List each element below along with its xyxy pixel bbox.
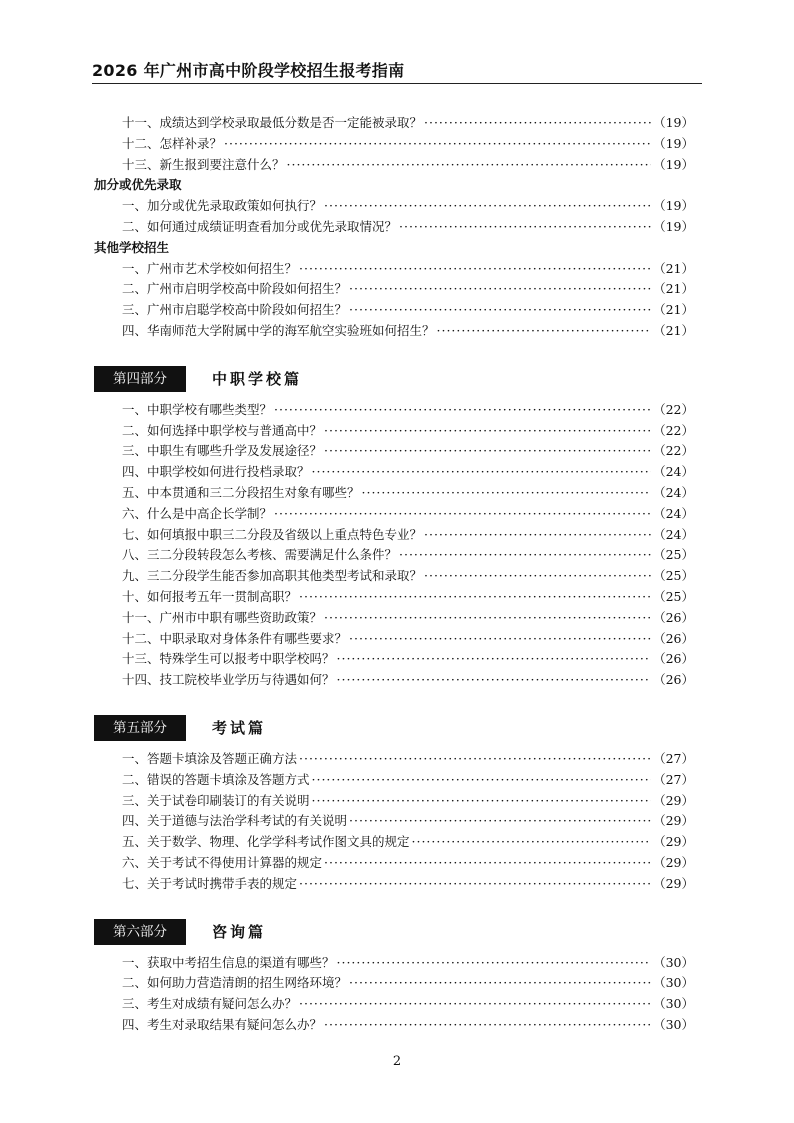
toc-entry-title: 二、如何助力营造清朗的招生网络环境？ xyxy=(122,975,348,991)
dot-leader xyxy=(274,504,651,525)
toc-entry-title: 十一、成绩达到学校录取最低分数是否一定能被录取？ xyxy=(122,115,423,130)
toc-entry-title: 十二、怎样补录？ xyxy=(122,135,223,151)
part-label: 第五部分 xyxy=(94,715,186,741)
part-heading xyxy=(94,715,694,741)
toc-entry-title: 三、广州市启聪学校高中阶段如何招生？ xyxy=(122,302,348,318)
toc-entry[interactable] xyxy=(94,670,694,691)
toc-entry-page: （29） xyxy=(653,854,694,870)
dot-leader xyxy=(424,566,651,587)
toc-entry[interactable] xyxy=(94,874,694,895)
toc-entry[interactable] xyxy=(94,217,694,238)
dot-leader xyxy=(299,994,651,1015)
toc-entry-title: 四、华南师范大学附属中学的海军航空实验班如何招生？ xyxy=(122,322,435,338)
toc-entry-page: （30） xyxy=(653,954,694,970)
toc-entry-title: 四、关于道德与法治学科考试的有关说明 xyxy=(122,813,348,829)
toc-entry-page: （19） xyxy=(653,218,694,234)
dot-leader xyxy=(224,134,651,155)
toc-entry-title: 十三、特殊学生可以报考中职学校吗？ xyxy=(122,651,335,667)
toc-entry[interactable] xyxy=(94,749,694,770)
dot-leader xyxy=(299,749,651,770)
part-heading xyxy=(94,919,694,945)
dot-leader xyxy=(274,400,651,421)
dot-leader xyxy=(337,670,652,691)
toc-entry-title: 五、关于数学、物理、化学学科考试作图文具的规定 xyxy=(122,834,410,850)
toc-entry-page: （25） xyxy=(653,568,694,584)
toc-entry[interactable] xyxy=(94,770,694,791)
toc-entry-title: 五、中本贯通和三二分段招生对象有哪些？ xyxy=(122,484,360,500)
toc-entry-page: （19） xyxy=(653,156,694,172)
dot-leader xyxy=(349,811,651,832)
dot-leader xyxy=(312,770,652,791)
toc-entry[interactable] xyxy=(94,994,694,1015)
toc-entry-title: 六、关于考试不得使用计算器的规定 xyxy=(122,854,323,870)
toc-entry[interactable] xyxy=(94,649,694,670)
toc-entry-page: （27） xyxy=(653,771,694,787)
toc-entry[interactable] xyxy=(94,566,694,587)
toc-entry[interactable] xyxy=(94,587,694,608)
dot-leader xyxy=(324,421,651,442)
toc-entry[interactable] xyxy=(94,629,694,650)
toc-entry-page: （22） xyxy=(653,443,694,459)
toc-entry[interactable] xyxy=(94,134,694,155)
toc-entry-page: （24） xyxy=(653,505,694,521)
toc-entry-page: （22） xyxy=(653,401,694,417)
toc-entry-title: 一、加分或优先录取政策如何执行？ xyxy=(122,198,323,214)
toc-entry-title: 十三、新生报到要注意什么？ xyxy=(122,156,285,172)
dot-leader xyxy=(424,113,651,134)
toc-entry-page: （21） xyxy=(653,260,694,276)
toc-entry-title: 二、广州市启明学校高中阶段如何招生？ xyxy=(122,281,348,297)
toc-entry-page: （29） xyxy=(653,834,694,850)
toc-entry-title: 八、三二分段转段怎么考核、需要满足什么条件？ xyxy=(122,547,398,563)
toc-entry-page: （25） xyxy=(653,588,694,604)
toc-entry-page: （22） xyxy=(653,422,694,438)
toc-entry-page: （26） xyxy=(653,651,694,667)
toc-entry[interactable] xyxy=(94,400,694,421)
dot-leader xyxy=(349,973,651,994)
toc-entry-page: （24） xyxy=(653,526,694,542)
toc-entry-title: 三、中职生有哪些升学及发展途径？ xyxy=(122,443,323,459)
toc-entry-title: 四、考生对录取结果有疑问怎么办？ xyxy=(122,1016,323,1032)
toc-entry-title: 三、关于试卷印刷装订的有关说明 xyxy=(122,792,310,808)
dot-leader xyxy=(412,832,652,853)
toc-entry[interactable] xyxy=(94,421,694,442)
dot-leader xyxy=(324,1015,651,1036)
dot-leader xyxy=(437,321,652,342)
dot-leader xyxy=(324,853,651,874)
toc-entry[interactable] xyxy=(94,300,694,321)
toc-entry-page: （30） xyxy=(653,996,694,1012)
toc-entry[interactable] xyxy=(94,973,694,994)
table-of-contents xyxy=(94,113,694,1036)
dot-leader xyxy=(287,155,652,176)
dot-leader xyxy=(349,300,651,321)
toc-entry-title: 一、获取中考招生信息的渠道有哪些？ xyxy=(122,954,335,970)
toc-entry-page: （21） xyxy=(653,322,694,338)
toc-entry-page: （19） xyxy=(653,135,694,151)
part-title: 咨询篇 xyxy=(212,923,267,941)
toc-entry-title: 一、中职学校有哪些类型？ xyxy=(122,401,273,417)
toc-entry-page: （26） xyxy=(653,630,694,646)
toc-entry-title: 九、三二分段学生能否参加高职其他类型考试和录取？ xyxy=(122,568,423,584)
page-header xyxy=(92,60,702,84)
toc-entry[interactable] xyxy=(94,259,694,280)
dot-leader xyxy=(399,217,651,238)
toc-entry-page: （27） xyxy=(653,750,694,766)
dot-leader xyxy=(337,953,652,974)
toc-entry-title: 十、如何报考五年一贯制高职？ xyxy=(122,588,298,604)
toc-entry-page: （19） xyxy=(653,115,694,130)
toc-entry-page: （21） xyxy=(653,302,694,318)
toc-entry-title: 六、什么是中高企长学制？ xyxy=(122,505,273,521)
toc-entry[interactable] xyxy=(94,608,694,629)
toc-entry[interactable] xyxy=(94,279,694,300)
toc-entry-page: （25） xyxy=(653,547,694,563)
toc-entry[interactable] xyxy=(94,462,694,483)
toc-entry[interactable] xyxy=(94,545,694,566)
toc-entry[interactable] xyxy=(94,791,694,812)
toc-entry-title: 二、如何选择中职学校与普通高中？ xyxy=(122,422,323,438)
toc-entry[interactable] xyxy=(94,504,694,525)
toc-entry[interactable] xyxy=(94,155,694,176)
dot-leader xyxy=(299,874,651,895)
toc-entry-page: （26） xyxy=(653,609,694,625)
section-subheading: 加分或优先录取 xyxy=(94,177,182,193)
toc-entry-title: 七、关于考试时携带手表的规定 xyxy=(122,875,298,891)
part-label: 第四部分 xyxy=(94,366,186,392)
dot-leader xyxy=(349,279,651,300)
dot-leader xyxy=(349,629,651,650)
toc-entry-title: 二、错误的答题卡填涂及答题方式 xyxy=(122,771,310,787)
dot-leader xyxy=(312,791,652,812)
toc-entry[interactable] xyxy=(94,953,694,974)
toc-entry[interactable] xyxy=(94,321,694,342)
part-title: 中职学校篇 xyxy=(212,370,303,389)
toc-entry-title: 四、中职学校如何进行投档录取？ xyxy=(122,464,310,480)
dot-leader xyxy=(299,587,651,608)
toc-entry-title: 二、如何通过成绩证明查看加分或优先录取情况？ xyxy=(122,218,398,234)
dot-leader xyxy=(312,462,652,483)
toc-entry[interactable] xyxy=(94,832,694,853)
toc-entry-title: 十四、技工院校毕业学历与待遇如何？ xyxy=(122,672,335,688)
dot-leader xyxy=(324,441,651,462)
toc-entry-page: （30） xyxy=(653,1016,694,1032)
toc-entry-page: （30） xyxy=(653,975,694,991)
toc-entry-page: （21） xyxy=(653,281,694,297)
toc-entry-page: （29） xyxy=(653,813,694,829)
toc-entry-title: 一、答题卡填涂及答题正确方法 xyxy=(122,750,298,766)
toc-entry[interactable] xyxy=(94,811,694,832)
dot-leader xyxy=(362,483,652,504)
part-label: 第六部分 xyxy=(94,919,186,945)
toc-entry-title: 十一、广州市中职有哪些资助政策？ xyxy=(122,609,323,625)
part-title: 考试篇 xyxy=(212,719,267,738)
dot-leader xyxy=(324,608,651,629)
toc-entry[interactable] xyxy=(94,113,694,134)
toc-entry-title: 三、考生对成绩有疑问怎么办？ xyxy=(122,996,298,1012)
toc-entry[interactable] xyxy=(94,853,694,874)
dot-leader xyxy=(399,545,651,566)
dot-leader xyxy=(424,525,651,546)
toc-entry[interactable] xyxy=(94,441,694,462)
dot-leader xyxy=(324,196,651,217)
toc-entry-title: 十二、中职录取对身体条件有哪些要求？ xyxy=(122,630,348,646)
toc-entry-page: （26） xyxy=(653,672,694,688)
section-subheading: 其他学校招生 xyxy=(94,239,170,255)
toc-entry-page: （24） xyxy=(653,484,694,500)
toc-entry[interactable] xyxy=(94,1015,694,1036)
part-heading xyxy=(94,366,694,392)
toc-entry[interactable] xyxy=(94,483,694,504)
document-title: 2026 年广州市高中阶段学校招生报考指南 xyxy=(92,61,405,80)
toc-entry-page: （29） xyxy=(653,792,694,808)
toc-entry-page: （29） xyxy=(653,875,694,891)
toc-entry-page: （19） xyxy=(653,198,694,214)
toc-entry-title: 七、如何填报中职三二分段及省级以上重点特色专业？ xyxy=(122,526,423,542)
dot-leader xyxy=(337,649,652,670)
toc-entry[interactable] xyxy=(94,525,694,546)
page-number: 2 xyxy=(392,1054,402,1069)
toc-entry[interactable] xyxy=(94,196,694,217)
dot-leader xyxy=(299,259,651,280)
toc-entry-page: （24） xyxy=(653,464,694,480)
toc-entry-title: 一、广州市艺术学校如何招生？ xyxy=(122,260,298,276)
